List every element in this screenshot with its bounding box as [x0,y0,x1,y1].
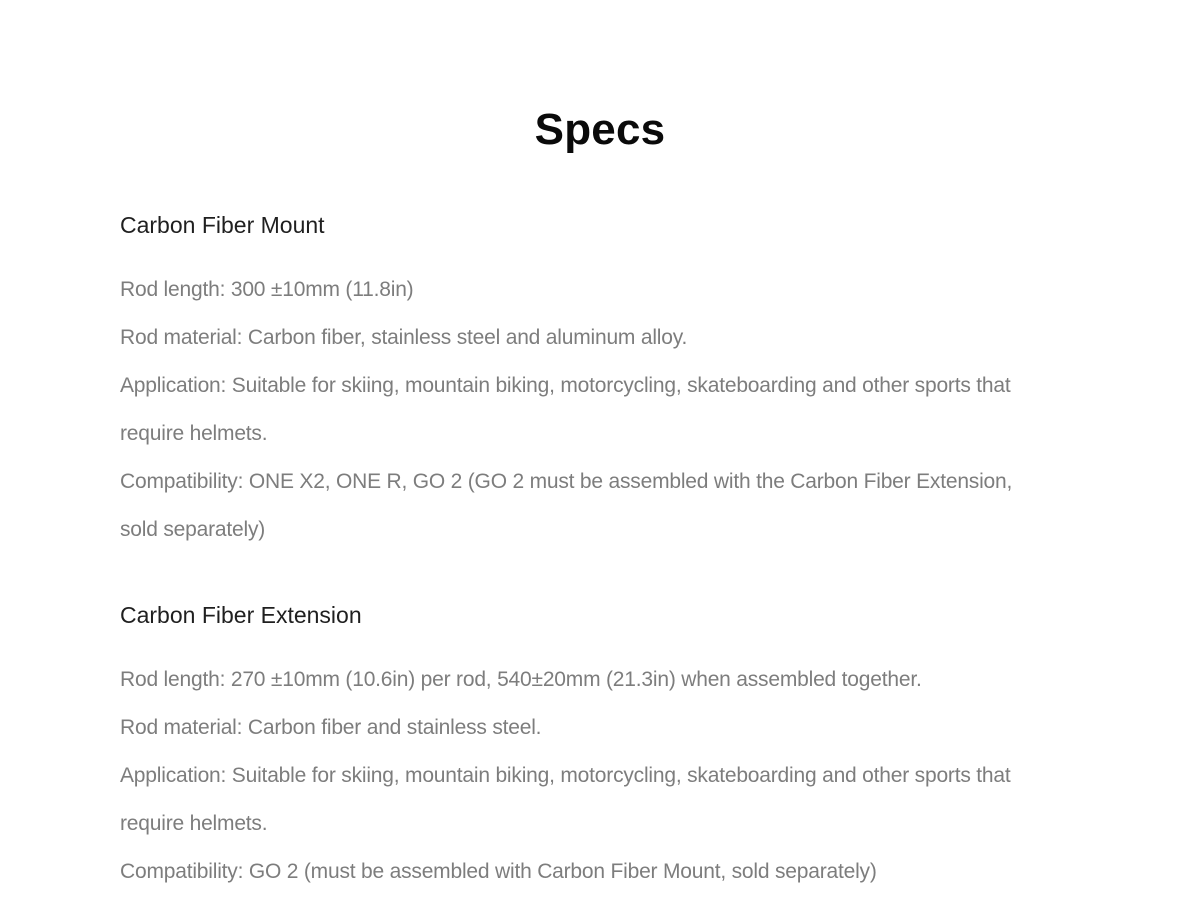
section-carbon-fiber-extension [120,600,1048,896]
section-heading: Carbon Fiber Mount [120,212,325,238]
spec-list [120,656,1048,896]
spec-rod-material: Rod material: Carbon fiber and stainless steel. [120,716,542,739]
section-carbon-fiber-mount [120,210,1048,554]
spec-rod-material: Rod material: Carbon fiber, stainless steel and aluminum alloy. [120,326,688,349]
spec-list [120,266,1048,554]
spec-compatibility: Compatibility: ONE X2, ONE R, GO 2 (GO 2 must be assembled with the Carbon Fiber Extension, sold separately) [120,470,1013,541]
spec-application: Application: Suitable for skiing, mountain biking, motorcycling, skateboarding and other sports that require helmets. [120,374,1011,445]
spec-rod-length: Rod length: 300 ±10mm (11.8in) [120,278,414,301]
section-heading: Carbon Fiber Extension [120,602,362,628]
spec-rod-length: Rod length: 270 ±10mm (10.6in) per rod, 540±20mm (21.3in) when assembled together. [120,668,922,691]
specs-content [120,210,1048,896]
page-title: Specs [534,105,666,154]
spec-application: Application: Suitable for skiing, mountain biking, motorcycling, skateboarding and other sports that require helmets. [120,764,1011,835]
spec-compatibility: Compatibility: GO 2 (must be assembled with Carbon Fiber Mount, sold separately) [120,860,877,883]
